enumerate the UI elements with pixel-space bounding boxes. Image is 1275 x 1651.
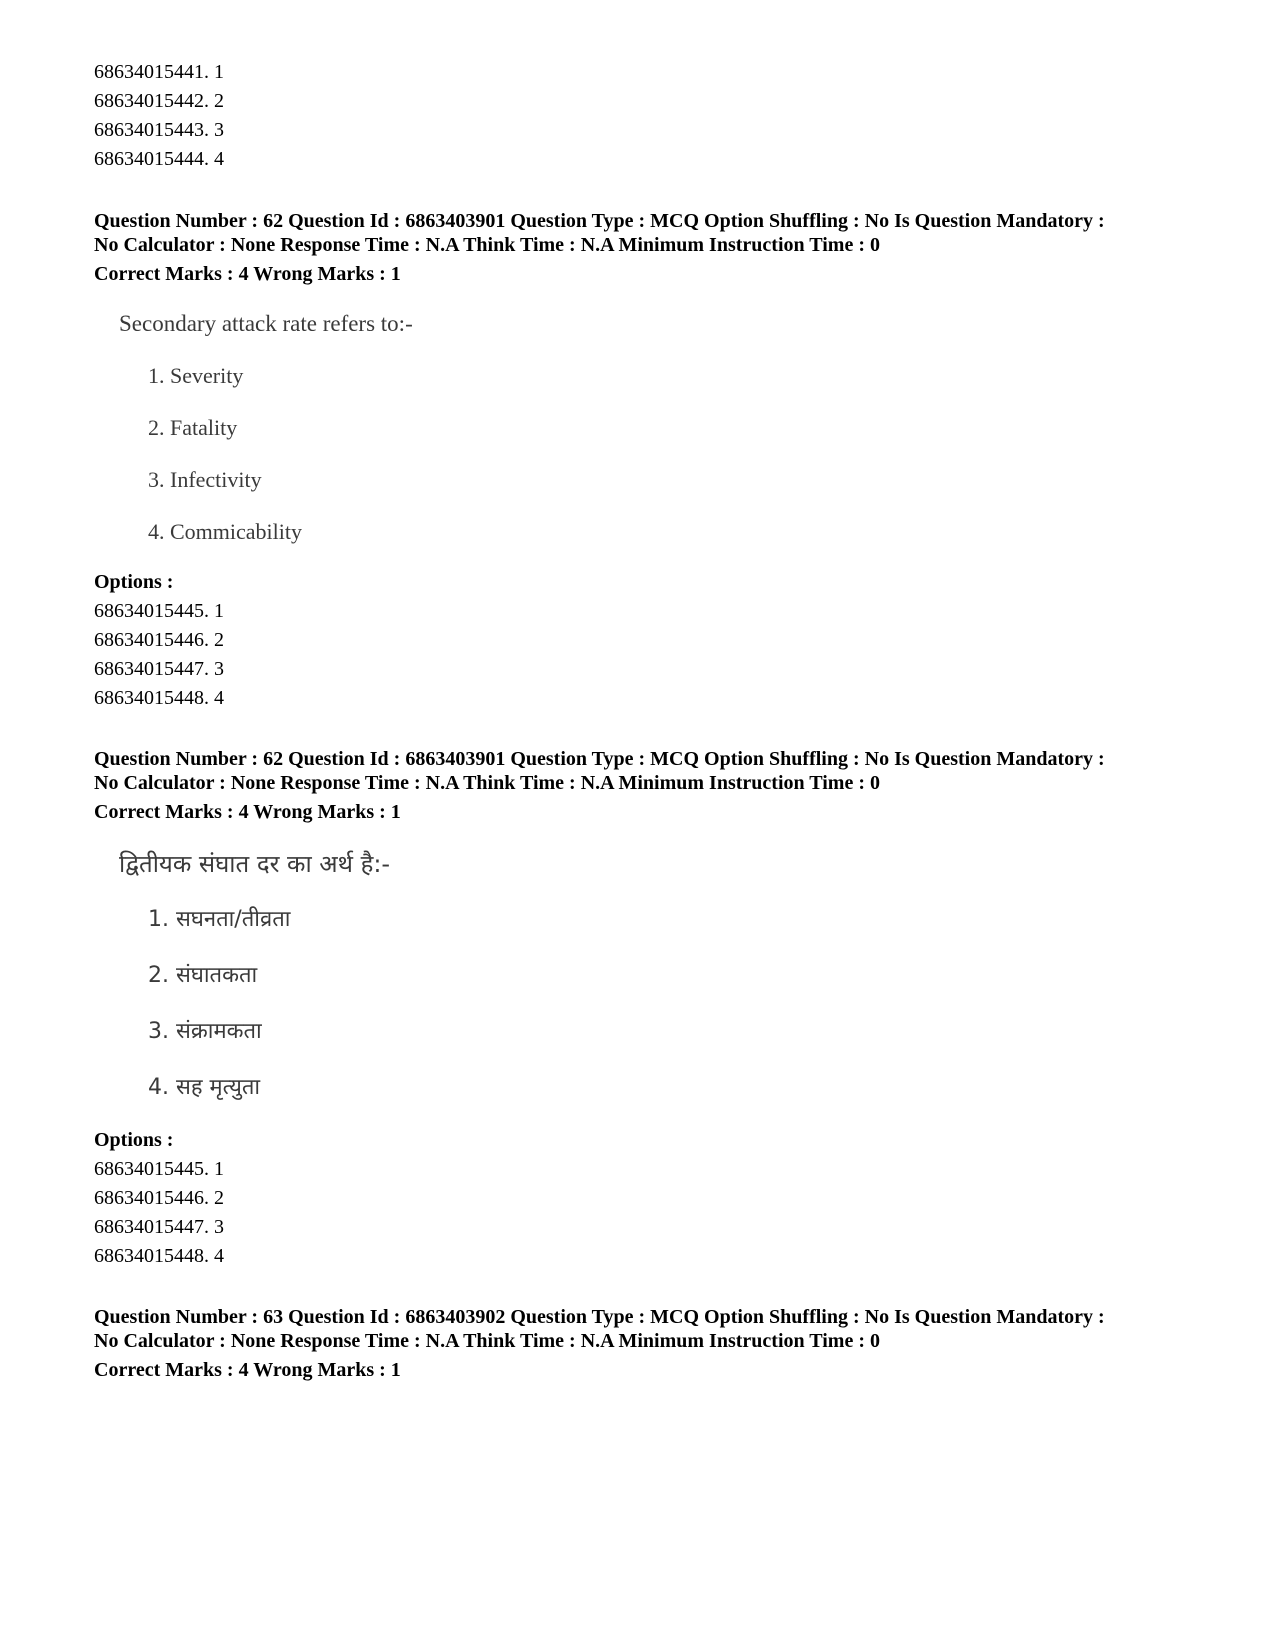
option-id: 68634015443	[94, 119, 204, 141]
option-line: 68634015446. 2	[94, 1187, 224, 1209]
option-value: 4	[214, 1245, 224, 1267]
option-line: 68634015447. 3	[94, 1216, 224, 1238]
question-meta-line-1: Question Number : 63 Question Id : 6863403902 Question Type : MCQ Option Shuffling : No Is Question Mandatory :	[94, 1306, 1105, 1328]
option-line: 68634015444. 4	[94, 148, 224, 170]
question-meta-line-1: Question Number : 62 Question Id : 6863403901 Question Type : MCQ Option Shuffling : No Is Question Mandatory :	[94, 748, 1105, 770]
option-id: 68634015448	[94, 687, 204, 709]
question-choice: 2. Fatality	[148, 415, 238, 440]
option-value: 2	[214, 90, 224, 112]
option-value: 2	[214, 1187, 224, 1209]
document-page	[94, 58, 1214, 1382]
options-list	[94, 597, 1214, 713]
question-stem: Secondary attack rate refers to:-	[119, 311, 413, 336]
question-choice: 1. Severity	[148, 363, 244, 388]
option-line: 68634015446. 2	[94, 629, 224, 651]
options-list	[94, 1155, 1214, 1271]
option-id: 68634015447	[94, 1216, 204, 1238]
question-marks: Correct Marks : 4 Wrong Marks : 1	[94, 1359, 401, 1381]
question-choice: 4. Commicability	[148, 519, 302, 544]
question-meta-line-2: No Calculator : None Response Time : N.A Think Time : N.A Minimum Instruction Time : 0	[94, 234, 880, 256]
options-label: Options :	[94, 571, 174, 593]
option-id: 68634015445	[94, 600, 204, 622]
option-id: 68634015446	[94, 629, 204, 651]
option-value: 4	[214, 687, 224, 709]
question-content	[94, 847, 1214, 1105]
option-line: 68634015445. 1	[94, 1158, 224, 1180]
question-block-hindi	[94, 747, 1214, 1271]
option-id: 68634015446	[94, 1187, 204, 1209]
option-id: 68634015444	[94, 148, 204, 170]
question-meta-line-2: No Calculator : None Response Time : N.A Think Time : N.A Minimum Instruction Time : 0	[94, 1330, 880, 1352]
option-id: 68634015445	[94, 1158, 204, 1180]
question-choice: 2. संघातकता	[148, 963, 258, 988]
option-value: 3	[214, 658, 224, 680]
question-stem: द्वितीयक संघात दर का अर्थ है:-	[119, 850, 391, 878]
question-block-english	[94, 209, 1214, 713]
option-line: 68634015441. 1	[94, 61, 224, 83]
option-id: 68634015441	[94, 61, 204, 83]
previous-options-list	[94, 58, 1214, 174]
question-choice: 3. Infectivity	[148, 467, 262, 492]
option-id: 68634015447	[94, 658, 204, 680]
question-meta-line-1: Question Number : 62 Question Id : 6863403901 Question Type : MCQ Option Shuffling : No Is Question Mandatory :	[94, 210, 1105, 232]
option-value: 1	[214, 600, 224, 622]
option-line: 68634015448. 4	[94, 1245, 224, 1267]
option-value: 1	[214, 61, 224, 83]
option-line: 68634015445. 1	[94, 600, 224, 622]
option-line: 68634015442. 2	[94, 90, 224, 112]
option-value: 3	[214, 1216, 224, 1238]
question-choice: 3. संक्रामकता	[148, 1019, 262, 1044]
option-line: 68634015448. 4	[94, 687, 224, 709]
options-label: Options :	[94, 1129, 174, 1151]
option-id: 68634015442	[94, 90, 204, 112]
option-value: 4	[214, 148, 224, 170]
question-marks: Correct Marks : 4 Wrong Marks : 1	[94, 263, 401, 285]
option-value: 3	[214, 119, 224, 141]
question-choice: 4. सह मृत्युता	[148, 1075, 261, 1100]
option-line: 68634015447. 3	[94, 658, 224, 680]
option-id: 68634015448	[94, 1245, 204, 1267]
question-marks: Correct Marks : 4 Wrong Marks : 1	[94, 801, 401, 823]
option-line: 68634015443. 3	[94, 119, 224, 141]
question-choice: 1. सघनता/तीव्रता	[148, 907, 291, 932]
question-content	[94, 309, 1214, 547]
option-value: 2	[214, 629, 224, 651]
question-block-next	[94, 1305, 1214, 1382]
option-value: 1	[214, 1158, 224, 1180]
question-meta-line-2: No Calculator : None Response Time : N.A Think Time : N.A Minimum Instruction Time : 0	[94, 772, 880, 794]
